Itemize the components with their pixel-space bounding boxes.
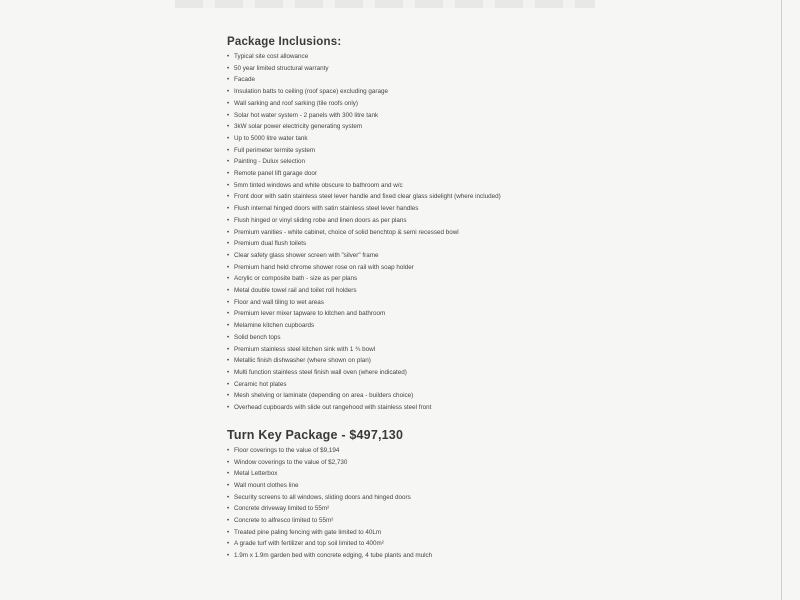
list-item: • Ceramic hot plates [227, 379, 607, 391]
list-item: • 3kW solar power electricity generating system [227, 121, 607, 133]
list-item: • Floor coverings to the value of $9,194 [227, 445, 607, 457]
list-item: • Metal Letterbox [227, 468, 607, 480]
turn-key-package-list [227, 445, 607, 562]
list-item: • Up to 5000 litre water tank [227, 133, 607, 145]
list-item: • Wall mount clothes line [227, 480, 607, 492]
list-item: • Full perimeter termite system [227, 145, 607, 157]
list-item: • Metal double towel rail and toilet roll holders [227, 285, 607, 297]
list-item: • Premium dual flush toilets [227, 238, 607, 250]
package-inclusions-heading: Package Inclusions: [227, 36, 342, 48]
list-item: • Premium hand held chrome shower rose on rail with soap holder [227, 262, 607, 274]
turn-key-package-heading: Turn Key Package - $497,130 [227, 427, 404, 442]
list-item: • 5mm tinted windows and white obscure to bathroom and w/c [227, 180, 607, 192]
list-item: • Acrylic or composite bath - size as per plans [227, 273, 607, 285]
list-item: • Typical site cost allowance [227, 51, 607, 63]
list-item: • Clear safety glass shower screen with "silver" frame [227, 250, 607, 262]
list-item: • Flush internal hinged doors with satin stainless steel lever handles [227, 203, 607, 215]
list-item: • Metallic finish dishwasher (where shown on plan) [227, 355, 607, 367]
list-item: • Window coverings to the value of $2,730 [227, 457, 607, 469]
list-item: • Wall sarking and roof sarking (tile roofs only) [227, 98, 607, 110]
list-item: • 50 year limited structural warranty [227, 63, 607, 75]
list-item: • Treated pine paling fencing with gate limited to 40Lm [227, 527, 607, 539]
list-item: • Concrete driveway limited to 55m² [227, 503, 607, 515]
page-edge-line [781, 0, 782, 600]
list-item: • Solar hot water system - 2 panels with 300 litre tank [227, 110, 607, 122]
list-item: • Facade [227, 74, 607, 86]
list-item: • Premium vanities - white cabinet, choice of solid benchtop & semi recessed bowl [227, 227, 607, 239]
list-item: • Flush hinged or vinyl sliding robe and linen doors as per plans [227, 215, 607, 227]
list-item: • Melamine kitchen cupboards [227, 320, 607, 332]
list-item: • Overhead cupboards with slide out rangehood with stainless steel front [227, 402, 607, 414]
scan-artifact [175, 0, 595, 8]
list-item: • Floor and wall tiling to wet areas [227, 297, 607, 309]
list-item: • Remote panel lift garage door [227, 168, 607, 180]
list-item: • Premium lever mixer tapware to kitchen and bathroom [227, 308, 607, 320]
document-page [227, 36, 607, 562]
list-item: • Painting - Dulux selection [227, 156, 607, 168]
list-item: • Multi function stainless steel finish wall oven (where indicated) [227, 367, 607, 379]
list-item: • Insulation batts to ceiling (roof space) excluding garage [227, 86, 607, 98]
list-item: • A grade turf with fertilizer and top soil limited to 400m² [227, 538, 607, 550]
list-item: • Solid bench tops [227, 332, 607, 344]
list-item: • Front door with satin stainless steel lever handle and fixed clear glass sidelight (where included) [227, 191, 607, 203]
list-item: • 1.9m x 1.9m garden bed with concrete edging, 4 tube plants and mulch [227, 550, 607, 562]
list-item: • Premium stainless steel kitchen sink with 1 ¾ bowl [227, 344, 607, 356]
list-item: • Security screens to all windows, sliding doors and hinged doors [227, 492, 607, 504]
package-inclusions-list [227, 51, 607, 414]
list-item: • Mesh shelving or laminate (depending on area - builders choice) [227, 390, 607, 402]
list-item: • Concrete to alfresco limited to 55m² [227, 515, 607, 527]
